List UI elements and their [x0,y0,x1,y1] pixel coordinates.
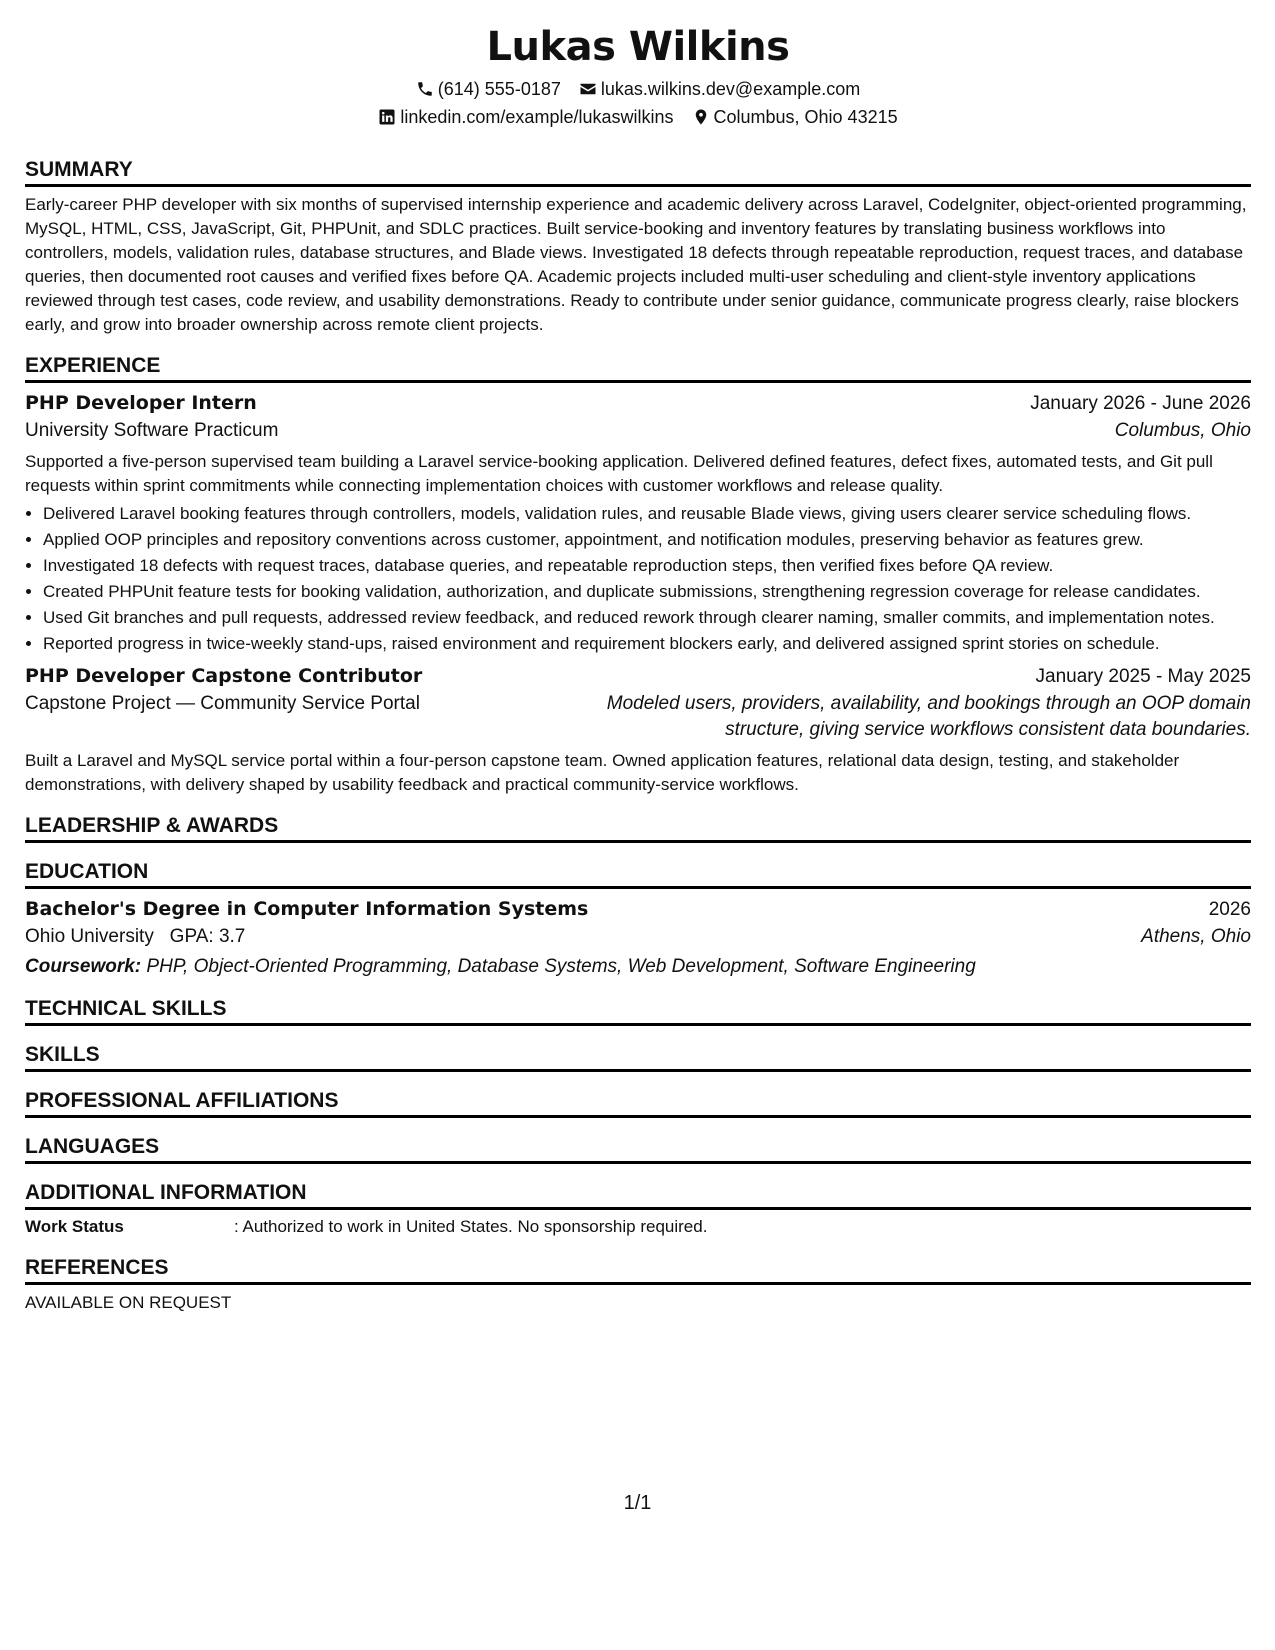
experience-entry [25,389,1251,656]
phone-contact [416,78,561,100]
organization: University Software Practicum [25,420,279,441]
job-dates: January 2025 - May 2025 [1035,666,1251,687]
entry-header [25,662,1251,691]
coursework-list: PHP, Object-Oriented Programming, Database Systems, Web Development, Software Engineering [146,956,976,977]
skills-section [25,1043,1251,1072]
languages-section [25,1135,1251,1164]
section-title-summary: SUMMARY [25,158,1251,187]
references-section [25,1256,1251,1315]
job-dates: January 2026 - June 2026 [1030,393,1251,414]
phone-icon [416,80,434,98]
organization: Capstone Project — Community Service Portal [25,693,420,714]
work-status-row [25,1215,1251,1239]
email-address[interactable]: lukas.wilkins.dev@example.com [600,79,861,99]
technical-skills-section [25,997,1251,1026]
linkedin-contact[interactable] [378,106,673,128]
section-title-leadership: LEADERSHIP & AWARDS [25,814,1251,843]
envelope-icon [579,80,597,98]
graduation-year: 2026 [1208,899,1251,920]
degree: Bachelor's Degree in Computer Information Systems [25,898,589,920]
section-title-references: REFERENCES [25,1256,1251,1285]
experience-section [25,354,1251,797]
list-item: • Investigated 18 defects with request traces, database queries, and repeatable reproduction steps, then verified fixes before QA review. [43,554,1251,578]
section-title-additional: ADDITIONAL INFORMATION [25,1181,1251,1210]
email-contact[interactable] [579,78,860,100]
gpa: GPA: 3.7 [169,926,246,947]
education-subheader [25,924,1251,950]
work-status-label: Work Status [25,1217,124,1236]
summary-section [25,158,1251,337]
job-location: Columbus, Ohio [1114,420,1251,441]
work-status-value: : Authorized to work in United States. No sponsorship required. [234,1217,708,1236]
summary-text: Early-career PHP developer with six months of supervised internship experience and academic delivery across Laravel, CodeIgniter, object-oriented programming, MySQL, HTML, CSS, JavaScript, Git, PHPUnit, and SDLC practices. Built service-booking and inventory features by translating business workflows into controllers, models, validation rules, database structures, and Blade views. Investigated 18 defects through repeatable reproduction, request traces, and database queries, then documented root causes and verified fixes before QA. Academic projects included multi-user scheduling and client-style inventory applications reviewed through test cases, code review, and usability demonstrations. Ready to contribute under senior guidance, communicate progress clearly, raise blockers early, and grow into broader ownership across remote client projects. [25,195,1247,334]
list-item: • Reported progress in twice-weekly stand-ups, raised environment and requirement blockers early, and delivered assigned sprint stories on schedule. [43,632,1251,656]
job-title: PHP Developer Capstone Contributor [25,665,423,687]
school-location: Athens, Ohio [1141,926,1251,947]
job-location: Modeled users, providers, availability, and bookings through an OOP domain structure, giving service workflows consistent data boundaries. [606,693,1251,740]
job-bullets [25,502,1251,656]
education-section [25,860,1251,980]
coursework-label: Coursework: [25,956,142,977]
coursework [25,954,1251,980]
references-text: AVAILABLE ON REQUEST [25,1293,232,1312]
phone-number: (614) 555-0187 [437,79,561,99]
education-header [25,895,1251,924]
job-description: Built a Laravel and MySQL service portal within a four-person capstone team. Owned application features, relational data design, testing, and stakeholder demonstrations, with delivery shaped by usability feedback and practical community-service workflows. [25,751,1180,794]
affiliations-section [25,1089,1251,1118]
section-title-languages: LANGUAGES [25,1135,1251,1164]
list-item: • Created PHPUnit feature tests for booking validation, authorization, and duplicate submissions, strengthening regression coverage for release candidates. [43,580,1251,604]
map-pin-icon [692,108,710,126]
experience-entry [25,662,1251,797]
additional-section [25,1181,1251,1239]
list-item: • Used Git branches and pull requests, addressed review feedback, and reduced rework through clearer naming, smaller commits, and implementation notes. [43,606,1251,630]
section-title-education: EDUCATION [25,860,1251,889]
entry-subheader [25,691,1251,743]
contact-line-2 [25,106,1251,128]
linkedin-url[interactable]: linkedin.com/example/lukaswilkins [400,107,674,127]
list-item: • Delivered Laravel booking features through controllers, models, validation rules, and reusable Blade views, giving users clearer service scheduling flows. [43,502,1251,526]
section-title-technical-skills: TECHNICAL SKILLS [25,997,1251,1026]
entry-subheader [25,418,1251,444]
candidate-name: Lukas Wilkins [486,24,790,70]
job-title: PHP Developer Intern [25,392,257,414]
linkedin-icon [378,108,396,126]
section-title-affiliations: PROFESSIONAL AFFILIATIONS [25,1089,1251,1118]
entry-header [25,389,1251,418]
school-info [25,924,245,950]
job-description: Supported a five-person supervised team building a Laravel service-booking application. Delivered defined features, defect fixes, automated tests, and Git pull requests within sprint commitments while connecting implementation choices with customer workflows and release quality. [25,452,1213,495]
section-title-experience: EXPERIENCE [25,354,1251,383]
leadership-section [25,814,1251,843]
school-name: Ohio University [25,926,154,947]
page-number: 1/1 [623,1492,652,1514]
location-contact [692,106,898,128]
contact-line-1 [25,78,1251,100]
location-text: Columbus, Ohio 43215 [713,107,898,127]
resume-header [25,22,1251,128]
list-item: • Applied OOP principles and repository conventions across customer, appointment, and notification modules, preserving behavior as features grew. [43,528,1251,552]
section-title-skills: SKILLS [25,1043,1251,1072]
